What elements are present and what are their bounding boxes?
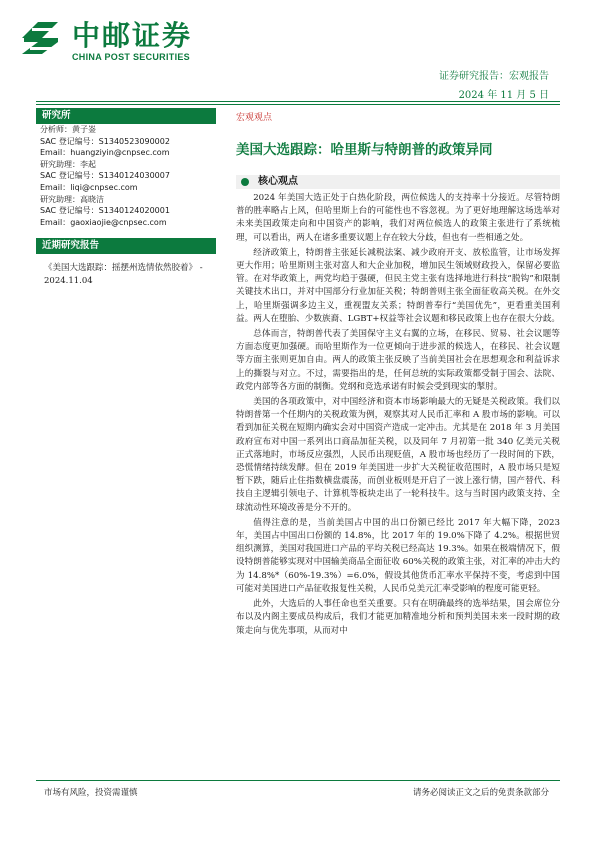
analyst-line: SAC 登记编号：S1340124020001 xyxy=(40,206,170,216)
report-body xyxy=(236,192,560,638)
body-paragraph: 值得注意的是，当前美国占中国的出口份额已经比 2017 年大幅下降，2023 年，美国占中国出口份额的 14.8%，比 2017 年的 19.0%下降了 4.2%。根据世贸组织测算，美国对我国进口产品的平均关税已经高达 19.3%。如果在极端情况下，假设特朗普能够实现对中国输美商品全面征收 60%关税的政策主张，对汇率的冲击大约为 14.8%*（60%-19.3%）=6.0%，假设其他货币汇率水平保持不变，考虑到中国可能对美国进口产品征收报复性关税，人民币兑美元汇率受影响的程度可能更轻。 xyxy=(236,517,560,594)
research-institute-heading: 研究所 xyxy=(36,108,216,124)
header-divider-thin xyxy=(36,104,560,105)
header-divider xyxy=(36,101,560,102)
recent-reports-heading: 近期研究报告 xyxy=(36,238,216,254)
recent-report-item[interactable]: 《美国大选跟踪：摇摆州选情依然胶着》 - 2024.11.04 xyxy=(44,263,203,286)
body-paragraph: 2024 年美国大选正处于白热化阶段，两位候选人的支持率十分接近。尽管特朗普的胜率略占上风，但哈里斯上台的可能性也不容忽视。为了更好地理解这场选举对未来美国政策走向和中国资产的影响，我们对两位候选人的政策主张进行了系统梳理，可以看出，两人在诸多重要议题上存在较大分歧，但也有一些相通之处。 xyxy=(236,193,560,243)
core-points-label: 核心观点 xyxy=(258,176,298,187)
footer-divider xyxy=(36,780,560,781)
analyst-line: SAC 登记编号：S1340124030007 xyxy=(40,171,170,181)
analyst-email[interactable]: Email：liqi@cnpsec.com xyxy=(40,182,138,192)
analyst-email[interactable]: Email：gaoxiaojie@cnpsec.com xyxy=(40,217,167,227)
report-type: 证券研究报告：宏观报告 xyxy=(439,71,549,82)
section-label: 宏观观点 xyxy=(236,113,273,123)
analyst-line: 研究助理：李起 xyxy=(40,159,96,169)
body-paragraph: 经济政策上，特朗普主张延长减税法案、减少政府开支、放松监管，让市场发挥更大作用；哈里斯则主张对富人和大企业加税，增加民生领域财政投入，保留必要监管。在对华政策上，两党均趋于强硬，但民主党主张有选择地进行科技“脱钩”和限制关键技术出口，并对中国部分行业加征关税；特朗普则主张全面征收高关税。在外交上，哈里斯强调多边主义，重视盟友关系；特朗普奉行“美国优先”，更看重美国利益。两人在堕胎、少数族裔、LGBT+权益等社会议题和移民政策上也存在很大分歧。 xyxy=(236,247,561,324)
analyst-info xyxy=(40,124,216,228)
logo-chinese-name: 中邮证券 xyxy=(72,19,193,52)
analyst-email[interactable]: Email：huangziyin@cnpsec.com xyxy=(40,148,170,158)
body-paragraph: 总体而言，特朗普代表了美国保守主义右翼的立场，在移民、贸易、社会议题等方面态度更加强硬。而哈里斯作为一位更倾向于进步派的候选人，在移民、社会议题等方面主张则更加自由。两人的政策主张反映了当前美国社会在思想观念和利益诉求上的撕裂与对立。不过，需要指出的是，任何总统的实际政策都受制于国会、法院、政党内部等各方面的制衡。党纲和竞选承诺有时候会受到现实的掣肘。 xyxy=(236,329,560,392)
body-paragraph: 美国的各项政策中，对中国经济和资本市场影响最大的无疑是关税政策。我们以特朗普第一个任期内的关税政策为例，观察其对人民币汇率和 A 股市场的影响。可以看到加征关税在短期内确实会对中国资产造成一定冲击。尤其是在 2018 年 3 月美国政府宣布对中国一系列出口商品加征关税，以及同年 7 月初第一批 340 亿美元关税正式落地时，市场反应强烈，人民币出现贬值，A 股市场也经历了一段时间的下跌，恐慌情绪持续发酵。但在 2019 年美国进一步扩大关税征收范围时，A 股市场只是短暂下跌，随后止住指数横盘震荡，而创业板则是开启了一波上涨行情，国产替代、科技自主逻辑引领电子、计算机等板块走出了一轮科技牛。这与当时国内政策支持、全球流动性环境改善是分不开的。 xyxy=(236,397,560,513)
footer-disclaimer-note: 请务必阅读正文之后的免责条款部分 xyxy=(412,788,549,798)
footer-risk-note: 市场有风险，投资需谨慎 xyxy=(44,788,138,798)
bullet-dot-icon xyxy=(241,178,249,186)
analyst-line: 研究助理：高晓洁 xyxy=(40,194,104,204)
china-post-logo-icon xyxy=(18,20,64,56)
analyst-line: 分析师：黄子崟 xyxy=(40,125,96,134)
report-date: 2024 年 11 月 5 日 xyxy=(458,90,549,101)
body-paragraph: 此外，大选后的人事任命也至关重要。只有在明确最终的选举结果，国会席位分布以及内阁主要成员构成后，我们才能更加精准地分析和预判美国未来一段时期的政策走向与优先事项，从而对中 xyxy=(236,599,560,636)
logo-english-name: CHINA POST SECURITIES xyxy=(72,52,190,62)
core-points-bar xyxy=(236,175,560,189)
report-title: 美国大选跟踪：哈里斯与特朗普的政策异同 xyxy=(236,142,493,158)
analyst-line: SAC 登记编号：S1340523090002 xyxy=(40,136,170,146)
